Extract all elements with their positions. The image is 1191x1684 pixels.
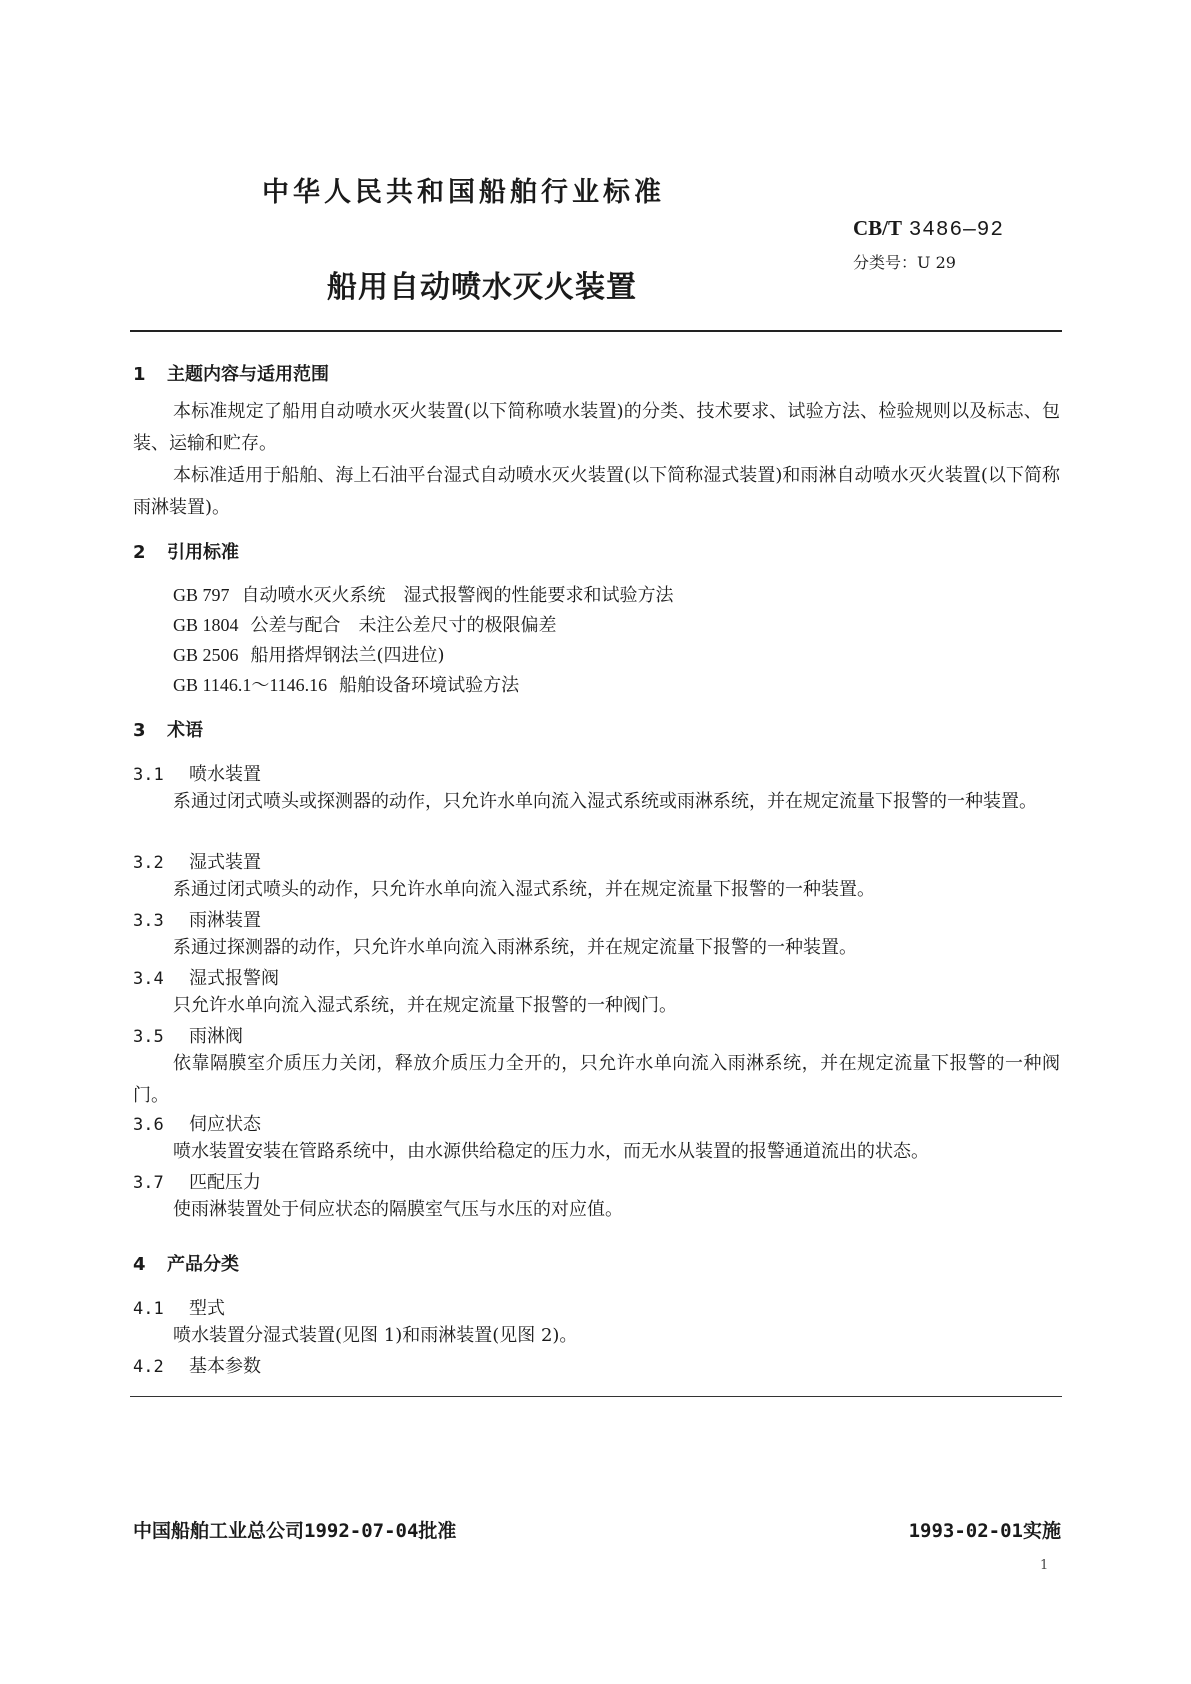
reference-subtitle: 未注公差尺寸的极限偏差: [358, 615, 557, 636]
national-standard-heading: 中华人民共和国船舶行业标准: [262, 177, 665, 208]
item-number: 4.2: [133, 1357, 164, 1377]
section-heading-2: [133, 538, 239, 564]
approval-date: 1992-07-04: [304, 1520, 419, 1542]
footer-divider: [130, 1396, 1062, 1397]
standard-prefix: CB/T: [853, 216, 903, 240]
issuer: 中国船舶工业总公司: [133, 1520, 305, 1542]
effective-label: 实施: [1022, 1520, 1061, 1542]
term-heading: [133, 1022, 243, 1048]
term-definition: 喷水装置安装在管路系统中，由水源供给稳定的压力水，而无水从装置的报警通道流出的状态。: [173, 1141, 929, 1162]
document-title: 船用自动喷水灭火装置: [327, 270, 637, 305]
reference-code: GB 1146.1～1146.16: [173, 675, 328, 695]
reference-code: GB 2506: [173, 645, 239, 665]
term-heading: [133, 1110, 261, 1136]
standard-number: 3486—92: [908, 219, 1004, 242]
term-name: 伺应状态: [189, 1114, 261, 1135]
section-title: 产品分类: [167, 1254, 239, 1275]
reference-item: [173, 581, 674, 607]
term-heading: [133, 906, 261, 932]
term-definition: 只允许水单向流入湿式系统，并在规定流量下报警的一种阀门。: [173, 995, 677, 1016]
term-number: 3.5: [133, 1027, 164, 1047]
term-heading: [133, 1168, 261, 1194]
term-name: 雨淋阀: [189, 1026, 243, 1047]
term-heading: [133, 848, 261, 874]
reference-title: 船舶设备环境试验方法: [339, 675, 520, 696]
approval-label: 批准: [418, 1520, 457, 1542]
term-name: 湿式报警阀: [189, 968, 279, 989]
section-number: 1: [133, 364, 146, 385]
section-heading-4: [133, 1250, 239, 1276]
term-name: 匹配压力: [189, 1172, 261, 1193]
section-heading-3: [133, 716, 203, 742]
paragraph: 本标准规定了船用自动喷水灭火装置(以下简称喷水装置)的分类、技术要求、试验方法、检验规则以及标志、包装、运输和贮存。: [133, 401, 1060, 454]
effective-date: 1993-02-01: [908, 1520, 1023, 1542]
reference-code: GB 797: [173, 585, 230, 605]
term-name: 喷水装置: [189, 764, 261, 785]
term-definition: 使雨淋装置处于伺应状态的隔膜室气压与水压的对应值。: [173, 1199, 623, 1220]
item-heading: [133, 1294, 225, 1320]
term-name: 湿式装置: [189, 852, 261, 873]
term-heading: [133, 964, 279, 990]
section-title: 术语: [167, 720, 203, 741]
item-name: 基本参数: [189, 1356, 261, 1377]
reference-item: [173, 671, 519, 697]
reference-item: [173, 641, 445, 667]
section-number: 2: [133, 542, 146, 563]
reference-code: GB 1804: [173, 615, 239, 635]
term-number: 3.1: [133, 765, 164, 785]
section-title: 主题内容与适用范围: [167, 364, 329, 385]
reference-item: [173, 611, 557, 637]
page-number: 1: [1040, 1558, 1049, 1573]
item-number: 4.1: [133, 1299, 164, 1319]
term-number: 3.2: [133, 853, 164, 873]
reference-title: 船用搭焊钢法兰(四进位): [250, 645, 445, 666]
term-definition: 依靠隔膜室介质压力关闭，释放介质压力全开的，只允许水单向流入雨淋系统，并在规定流量下报警的一种阀门。: [133, 1053, 1060, 1106]
term-heading: [133, 760, 261, 786]
classification-number: 分类号：U 29: [853, 253, 956, 272]
approval-info: [133, 1516, 456, 1543]
term-number: 3.3: [133, 911, 164, 931]
term-number: 3.4: [133, 969, 164, 989]
term-definition: 系通过闭式喷头的动作，只允许水单向流入湿式系统，并在规定流量下报警的一种装置。: [173, 879, 875, 900]
term-definition: 系通过闭式喷头或探测器的动作，只允许水单向流入湿式系统或雨淋系统，并在规定流量下报警的一种装置。: [173, 791, 1037, 812]
reference-subtitle: 湿式报警阀的性能要求和试验方法: [403, 585, 674, 606]
item-definition: 喷水装置分湿式装置(见图 1)和雨淋装置(见图 2)。: [173, 1325, 578, 1346]
section-heading-1: [133, 360, 329, 386]
standard-code: [853, 216, 1004, 242]
term-number: 3.6: [133, 1115, 164, 1135]
section-number: 3: [133, 720, 146, 741]
section-number: 4: [133, 1254, 146, 1275]
effective-info: [909, 1516, 1061, 1543]
paragraph: 本标准适用于船舶、海上石油平台湿式自动喷水灭火装置(以下简称湿式装置)和雨淋自动喷水灭火装置(以下简称雨淋装置)。: [133, 465, 1060, 518]
header-divider: [130, 330, 1062, 332]
term-number: 3.7: [133, 1173, 164, 1193]
item-heading: [133, 1352, 261, 1378]
section-title: 引用标准: [167, 542, 239, 563]
item-name: 型式: [189, 1298, 225, 1319]
reference-title: 公差与配合: [250, 615, 341, 636]
term-definition: 系通过探测器的动作，只允许水单向流入雨淋系统，并在规定流量下报警的一种装置。: [173, 937, 857, 958]
reference-title: 自动喷水灭火系统: [241, 585, 386, 606]
term-name: 雨淋装置: [189, 910, 261, 931]
